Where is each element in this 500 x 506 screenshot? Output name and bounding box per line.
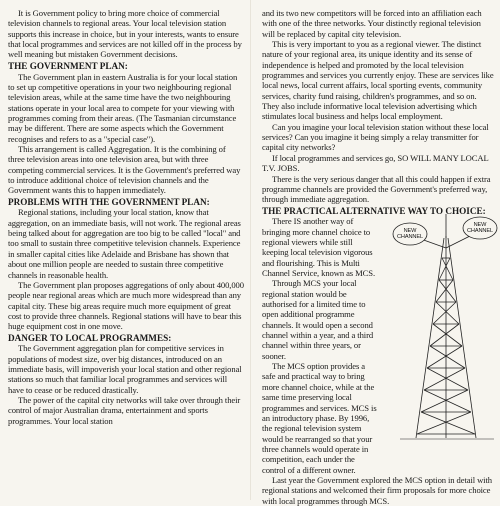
- plan-paragraph-2: This arrangement is called Aggregation. It is the combining of three television areas into one television area, but with three competing commercial services. It is the Government's preferred way to introduce additional choice of television channels and the Government wants this to happen immediately.: [8, 143, 241, 196]
- regional-paragraph-4: There is the very serious danger that all this could happen if extra programme channels are provided the Government's preferred way, through immediate aggregation.: [262, 173, 491, 205]
- mcs-paragraph-4: Last year the Government explored the MCS option in detail with regional stations and welcomed their firm proposals for more choice with local programmes through MCS.: [262, 474, 492, 506]
- right-sign-label: NEW CHANNEL: [466, 222, 494, 235]
- heading-government-plan: THE GOVERNMENT PLAN:: [8, 60, 128, 71]
- problems-paragraph-1: Regional stations, including your local station, know that aggregation, on an immediate basis, will not work. The regional areas being talked about for aggregation are too big to be called "local" and too small to sustain three competitive television channels. Experience in smaller capital cities like Adelaide and Brisbane has shown that about one million people are needed to sustain three competitive channels in reasonable health.: [8, 207, 241, 280]
- left-sign-label: NEW CHANNEL: [396, 228, 424, 241]
- heading-problems: PROBLEMS WITH THE GOVERNMENT PLAN:: [8, 196, 210, 207]
- mcs-paragraph-1: There IS another way of bringing more channel choice to regional viewers while still keeping local television vigorous and flourishing. This is Multi Channel Service, known as MCS.: [262, 216, 376, 279]
- heading-danger: DANGER TO LOCAL PROGRAMMES:: [8, 332, 172, 343]
- danger-paragraph-1: The Government aggregation plan for competitive services in populations of modest size, over big distances, introduced on an immediate basis, will impoverish your local station and other regional stations so much that familiar local programmes and services will have to cease or be reduced drastically.: [8, 343, 242, 395]
- plan-paragraph-1: The Government plan in eastern Australia is for your local station to set up competitive operations in your two neighbouring regional television areas, while at the same time have the two neighbouring stations operate in your local area to compete for your viewing with programmes coming from their areas. (The Tasmanian circumstance may be different. There are some aspects which the Government recognises and refers to as a "special case").: [8, 71, 238, 144]
- regional-paragraph-2: Can you imagine your local television station without these local services? Can you imagine it being simply a relay transmitter for capital city networks?: [262, 121, 489, 153]
- regional-paragraph-3: If local programmes and services go, SO WILL MANY LOCAL T.V. JOBS.: [262, 152, 489, 174]
- danger-paragraph-2: The power of the capital city networks will take over through their control of major Australian drama, entertainment and sports programmes. Your local station: [8, 395, 241, 426]
- column-gutter: [250, 0, 251, 500]
- mcs-section: [262, 216, 494, 506]
- mcs-paragraph-3: The MCS option provides a safe and practical way to bring more channel choice, while at the same time preserving local programmes and services. MCS is an introductory phase. By 1996, the regional television system would be rearranged so that your three channels would operate in competition, each under the control of a different owner.: [262, 361, 377, 475]
- left-column: [8, 8, 244, 426]
- transmission-tower-icon: [390, 208, 498, 440]
- problems-paragraph-2: The Government plan proposes aggregations of only about 400,000 people near regional areas which are much more widespread than any capital city. These big areas require much more equipment of great cost to provide three channels. Regional stations will have to bear this huge equipment cost in one move.: [8, 279, 244, 332]
- heading-alternative: THE PRACTICAL ALTERNATIVE WAY TO CHOICE:: [262, 205, 486, 216]
- regional-paragraph-1: This is very important to you as a regional viewer. The distinct nature of your regional area, its unique identity and its sense of independence is helped and promoted by the local television programmes and services you currently enjoy. These are services like local news, local current affairs, local sporting events, community services, charity fund raising, children's programmes, and so on. They also include informative local television advertising which stimulates local business and helps local employment.: [262, 39, 494, 122]
- right-column: [262, 8, 494, 506]
- continued-paragraph: and its two new competitors will be forced into an affiliation each with one of the three networks. Your distinctly regional television will be replaced by capital city television.: [262, 8, 482, 39]
- intro-paragraph: It is Government policy to bring more choice of commercial television channels to regional areas. Your local television station supports this increase in choice, but in your interests, wants to ensure that local programmes and services are not killed off in the process by well meaning but mistaken Government decisions.: [8, 8, 242, 60]
- mcs-paragraph-2: Through MCS your local regional station would be authorised for a limited time to open additional programme channels. It would open a second channel within a year, and a third channel within three years, or sooner.: [262, 278, 374, 361]
